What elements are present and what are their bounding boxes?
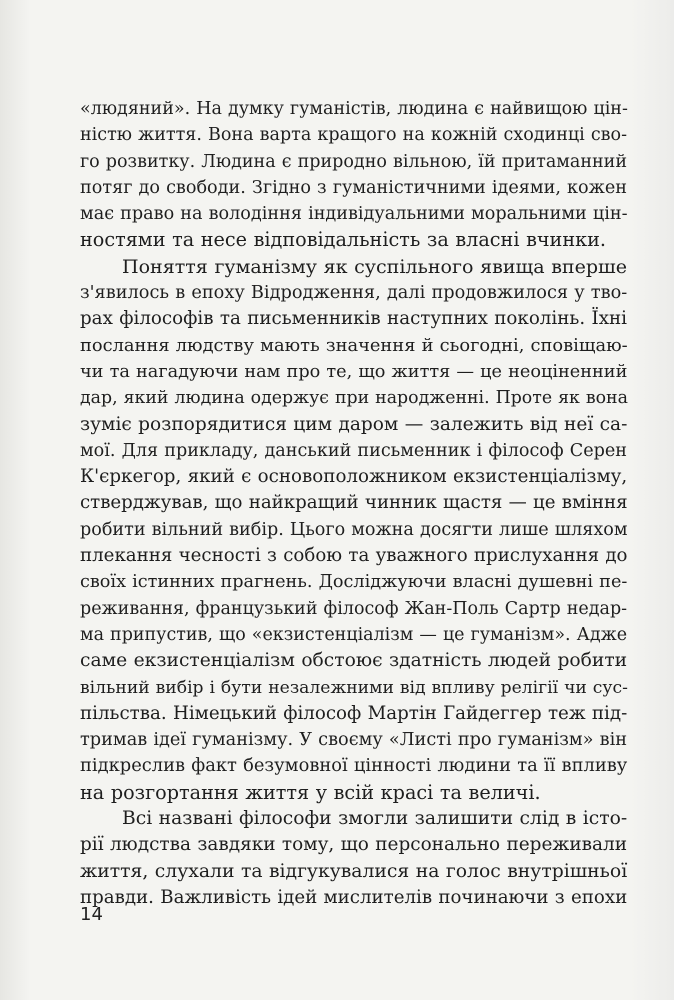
text-line: дар, який людина одержує при народженні. Проте як вона [80,388,628,409]
paragraph-1 [80,96,627,254]
text-line: «людяний». На думку гуманістів, людина є найвищою цін- [80,99,628,119]
text-line: тримав ідеї гуманізму. У своєму «Листі про гуманізм» він [80,730,628,751]
text-line: ностями та несе відповідальність за власні вчинки. [80,228,607,252]
text-line: го розвитку. Людина є природно вільною, їй притаманний [80,151,628,172]
text-line: підкреслив факт безумовної цінності людини та її впливу [80,755,628,777]
text-line: потяг до свободи. Згідно з гуманістичними ідеями, кожен [80,177,627,198]
text-line: мої. Для прикладу, данський письменник і філософ Серен [80,440,627,461]
text-line: Поняття гуманізму як суспільного явища вперше [122,255,627,278]
text-line: пільства. Німецький філософ Мартін Гайдеггер теж під- [80,702,628,724]
page-number: 14 [80,904,103,925]
text-line: з'явилось в епоху Відродження, далі продовжилося у тво- [80,283,628,304]
text-line: реживання, французький філософ Жан-Поль Сартр недар- [80,598,628,619]
text-line: має право на володіння індивідуальними моральними цін- [80,204,628,225]
text-line: ма припустив, що «екзистенціалізм — це гуманізм». Адже [80,624,628,645]
paragraph-2 [80,254,627,806]
paragraph-3 [80,806,627,911]
text-line: на розгортання життя у всій красі та величі. [80,780,541,804]
text-line: рах філософів та письменників наступних поколінь. Їхні [80,308,627,330]
text-line: зуміє розпорядитися цим даром — залежить від неї са- [80,413,628,435]
body-text [80,96,627,911]
text-line: Всі названі філософи змогли залишити слід в істо- [122,808,628,830]
text-line: чи та нагадуючи нам про те, що життя — це неоціненний [80,361,628,382]
text-line: вільний вибір і бути незалежними від впливу релігії чи сус- [80,677,628,698]
text-line: послання людству мають значення й сьогодні, сповіщаю- [80,334,628,356]
text-line: правди. Важливість ідей мислителів починаючи з епохи [80,886,628,908]
text-line: ністю життя. Вона варта кращого на кожній сходинці сво- [80,125,627,146]
text-line: саме екзистенціалізм обстоює здатність людей робити [80,650,628,672]
text-line: стверджував, що найкращий чинник щастя — це вміння [80,492,628,514]
text-line: своїх істинних прагнень. Досліджуючи власні душевні пе- [80,572,628,593]
text-line: плекання чесності з собою та уважного прислухання до [80,545,628,567]
text-line: рії людства завдяки тому, що персонально переживали [80,834,627,856]
text-line: К'єркегор, який є основоположником екзистенціалізму, [80,466,628,488]
text-line: робити вільний вибір. Цього можна досягти лише шляхом [80,519,628,540]
text-line: життя, слухали та відгукувалися на голос внутрішньої [80,860,628,882]
